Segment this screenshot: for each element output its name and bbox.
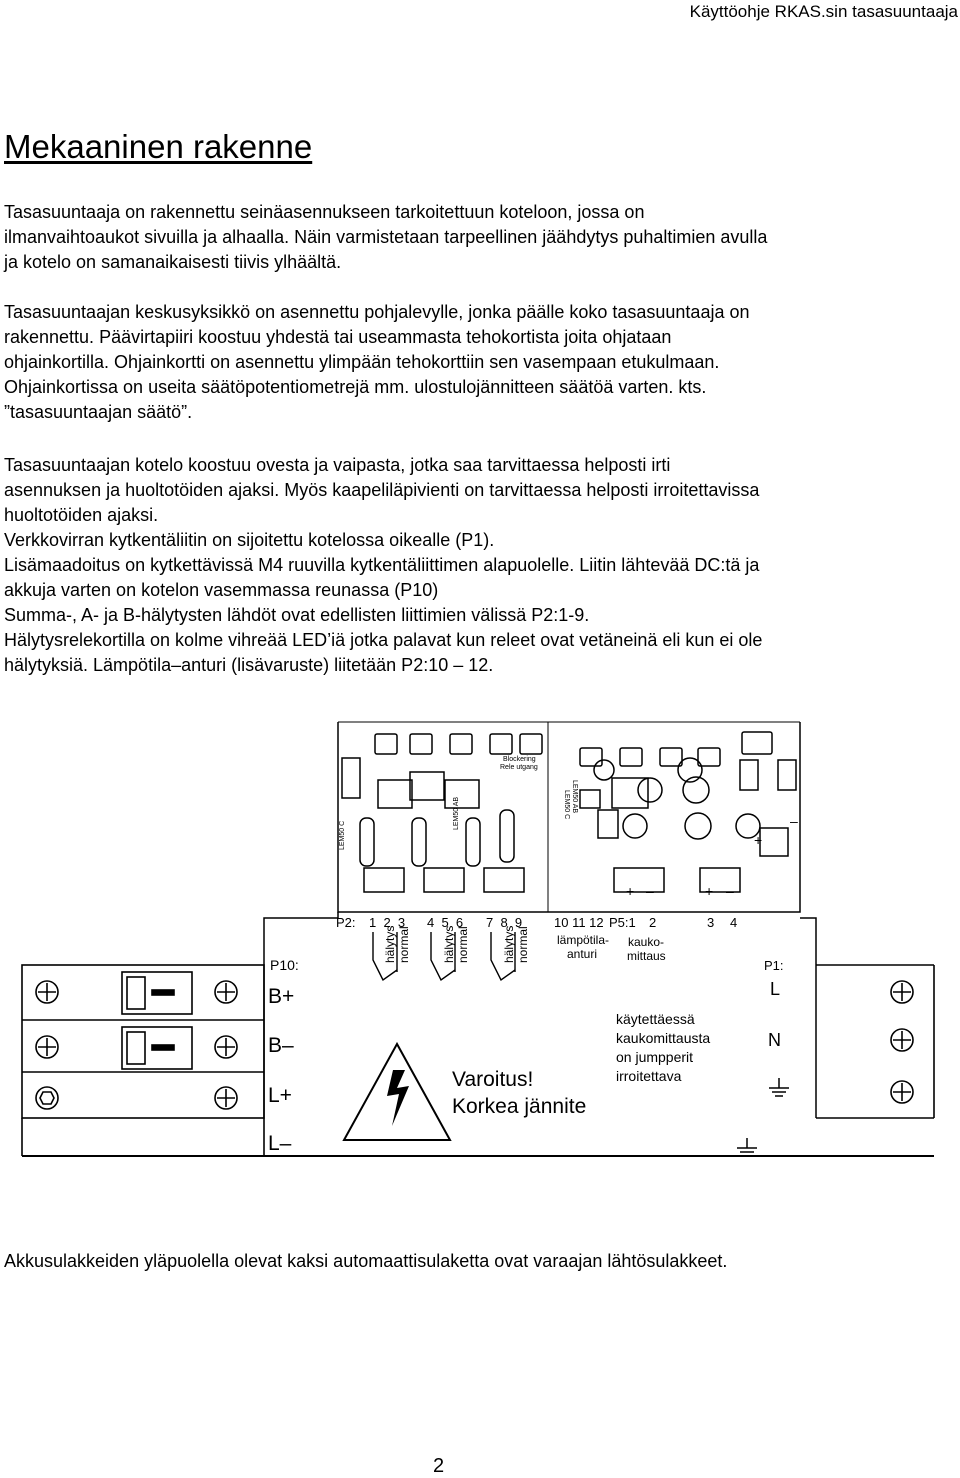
jumper-note-line: on jumpperit: [616, 1049, 694, 1065]
board-polarity: +: [705, 883, 714, 899]
p2-label: P2:: [336, 915, 356, 930]
p2-pins-1-3: 1 2 3: [369, 915, 406, 930]
screw-icon: [891, 981, 913, 1103]
text-line: ja kotelo on samanaikaisesti tiivis ylhäältä.: [4, 252, 342, 272]
normal-label: normal: [397, 926, 411, 963]
text-line: Summa-, A- ja B-hälytysten lähdöt ovat edellisten liittimien välissä P2:1-9.: [4, 605, 590, 625]
p10-label: P10:: [270, 957, 299, 973]
board-label: LEM50 C: [563, 790, 570, 820]
remote-sensing-label: mittaus: [627, 949, 666, 963]
remote-sensing-label: kauko-: [628, 935, 665, 949]
high-voltage-warning-icon: [344, 1044, 450, 1140]
board-label: Rele utgang: [500, 764, 538, 771]
text-line: Tasasuuntaajan kotelo koostuu ovesta ja vaipasta, jotka saa tarvittaessa helposti irti: [4, 455, 671, 475]
board-polarity: +: [754, 832, 763, 848]
text-line: asennuksen ja huoltotöiden ajaksi. Myös kaapeliläpivienti on tarvittaessa helposti irroitettavissa: [4, 480, 760, 500]
screw-icon: [36, 981, 237, 1109]
p2-pins-10-12: 10 11 12: [554, 915, 604, 930]
warning-text: Korkea jännite: [452, 1095, 587, 1118]
warning-title: Varoitus!: [452, 1068, 534, 1091]
p2-pins-7-9: 7 8 9: [486, 915, 523, 930]
text-line: Tasasuuntaajan keskusyksikkö on asennettu pohjalevylle, jonka päälle koko tasasuuntaaja on: [4, 302, 750, 322]
p5-label: P5:1: [609, 915, 636, 930]
footer-note: Akkusulakkeiden yläpuolella olevat kaksi automaattisulaketta ovat varaajan lähtösulakkeet.: [4, 1251, 728, 1271]
board-label: Blockering: [503, 756, 536, 763]
board-polarity: –: [790, 813, 798, 829]
board-polarity: –: [726, 883, 734, 899]
ground-icon: [769, 1078, 789, 1096]
text-line: rakennettu. Päävirtapiiri koostuu yhdestä tai useammasta tehokortista joita ohjataan: [4, 327, 672, 347]
board-polarity: +: [626, 883, 635, 899]
p1-terminal-block: [816, 965, 934, 1118]
text-line: huoltotöiden ajaksi.: [4, 505, 159, 525]
load-minus-label: L–: [268, 1132, 292, 1155]
p5-pin-4: 4: [730, 915, 738, 930]
normal-label: normal: [456, 926, 470, 963]
text-line: ”tasasuuntaajan säätö”.: [4, 402, 193, 422]
text-line: Tasasuuntaaja on rakennettu seinäasennukseen tarkoitettuun koteloon, jossa on: [4, 202, 645, 222]
alarm-label: hälytys: [442, 925, 456, 963]
text-line: Verkkovirran kytkentäliitin on sijoitettu kotelossa oikealle (P1).: [4, 530, 495, 550]
section-title: Mekaaninen rakenne: [4, 128, 313, 165]
board-polarity: –: [646, 883, 654, 899]
text-line: ohjainkortilla. Ohjainkortti on asennettu ylimpään tehokorttiin sen vasempaan etukulmaan.: [4, 352, 720, 372]
p5-pin-3: 3: [707, 915, 715, 930]
p2-pins-4-6: 4 5 6: [427, 915, 464, 930]
text-line: Hälytysrelekortilla on kolme vihreää LED’iä jotka palavat kun releet ovat vetäneinä eli kun ei ole: [4, 630, 763, 650]
paragraph-enclosure-connections: [4, 453, 954, 678]
p5-pin-2: 2: [649, 915, 657, 930]
paragraph-enclosure-ventilation: [4, 200, 954, 275]
p1-label: P1:: [764, 958, 784, 973]
p10-terminal-block: [22, 965, 264, 1156]
temperature-sensor-label: lämpötila-: [557, 933, 610, 947]
alarm-label: hälytys: [502, 925, 516, 963]
battery-plus-label: B+: [268, 985, 295, 1008]
board-label: LEM50 C: [339, 820, 346, 850]
board-label: LEM50 AB: [571, 780, 578, 814]
text-line: Ohjainkortissa on useita säätöpotentiometrejä mm. ulostulojännitteen säätöä varten. kts.: [4, 377, 707, 397]
page-number: 2: [433, 1455, 445, 1477]
text-line: ilmanvaihtoaukot sivuilla ja alhaalla. Näin varmistetaan tarpeellinen jäähdytys puhaltimien avulla: [4, 227, 768, 247]
board-label: LEM50 AB: [453, 796, 460, 830]
jumper-note-line: käytettäessä: [616, 1011, 695, 1027]
line-label: L: [770, 979, 781, 999]
rectifier-layout-diagram: [0, 700, 960, 1240]
text-line: Lisämaadoitus on kytkettävissä M4 ruuvilla kytkentäliittimen alapuolelle. Liitin lähtevää DC:tä ja: [4, 555, 760, 575]
jumper-note-line: irroitettava: [616, 1068, 682, 1084]
normal-label: normal: [516, 926, 530, 963]
board-labels: [339, 756, 798, 899]
jumper-note-line: kaukomittausta: [616, 1030, 711, 1046]
enclosure-outline: [22, 918, 934, 1156]
battery-minus-label: B–: [268, 1034, 294, 1057]
temperature-sensor-label: anturi: [567, 947, 598, 961]
load-plus-label: L+: [268, 1084, 292, 1107]
text-line: akkuja varten on kotelon vasemmassa reunassa (P10): [4, 580, 439, 600]
alarm-label: hälytys: [383, 925, 397, 963]
paragraph-central-unit: [4, 300, 954, 425]
neutral-label: N: [768, 1030, 781, 1050]
ground-icon: [737, 1138, 757, 1156]
text-line: hälytyksiä. Lämpötila–anturi (lisävaruste) liitetään P2:10 – 12.: [4, 655, 494, 675]
document-header-title: Käyttöohje RKAS.sin tasasuuntaaja: [689, 2, 958, 21]
